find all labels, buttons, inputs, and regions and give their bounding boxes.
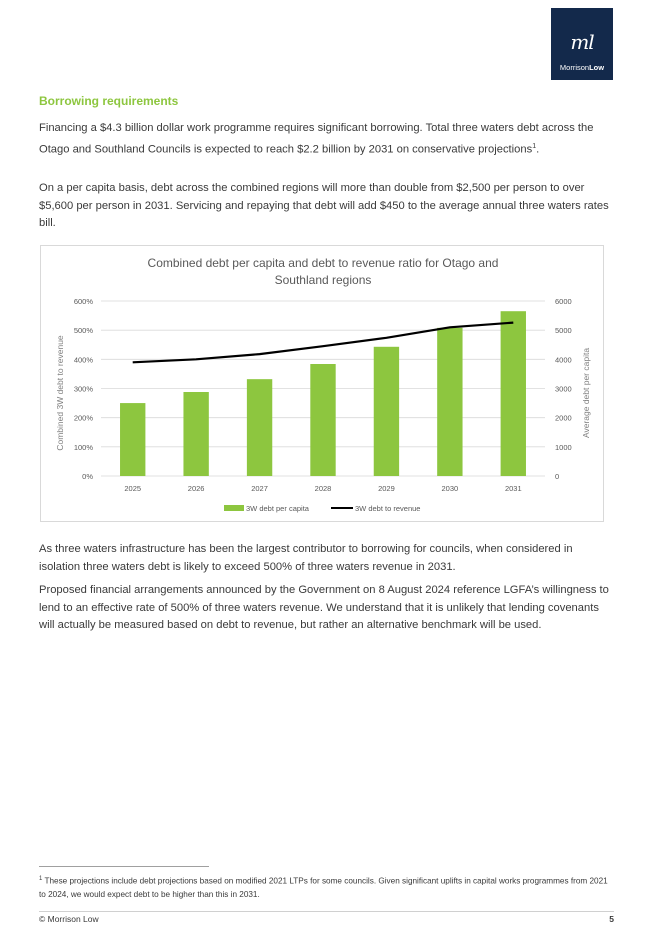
legend-label-line: 3W debt to revenue xyxy=(355,504,421,513)
paragraph-largest-contributor: As three waters infrastructure has been the largest contributor to borrowing for councils, when considered in isolation three waters debt is likely to exceed 500% of three waters revenue in 2031. xyxy=(39,543,573,573)
logo-text xyxy=(551,63,613,72)
bar xyxy=(310,364,335,476)
x-axis-ticks xyxy=(124,484,521,493)
bar xyxy=(183,392,208,476)
left-axis-title: Combined 3W debt to revenue xyxy=(55,335,65,451)
left-tick-label: 600% xyxy=(73,297,93,306)
right-axis-ticks xyxy=(555,297,572,481)
x-tick-label: 2027 xyxy=(251,484,268,493)
x-tick-label: 2031 xyxy=(504,484,522,493)
morrison-low-logo xyxy=(551,8,613,80)
legend xyxy=(224,504,420,513)
debt-chart xyxy=(41,246,603,521)
footnote-text: These projections include debt projections based on modified 2021 LTPs for some councils. Given significant uplifts in capital works programmes from 2021 to 2024, we would expect debt to be higher than this in 2031. xyxy=(39,876,608,899)
left-tick-label: 400% xyxy=(73,355,93,365)
bar-series xyxy=(120,311,526,476)
x-tick-label: 2025 xyxy=(124,484,142,493)
right-tick-label: 4000 xyxy=(555,355,572,365)
logo-text-part1: Morrison xyxy=(559,63,590,72)
bar xyxy=(247,379,272,476)
left-tick-label: 200% xyxy=(73,413,93,423)
right-tick-label: 3000 xyxy=(555,384,572,394)
x-tick-label: 2030 xyxy=(441,484,459,493)
chart-title-line2: Southland regions xyxy=(274,273,372,287)
left-tick-label: 300% xyxy=(73,384,93,394)
bar xyxy=(120,403,145,476)
paragraph-financial-arrangements: Proposed financial arrangements announced by the Government on 8 August 2024 reference LGFA’s willingness to lend to an effective rate of 500% of three waters revenue. We understand that it is unlikely that lending covenants will actually be measured based on debt to revenue, but rather an alternative benchmark will be used. xyxy=(39,584,609,631)
left-axis-ticks xyxy=(74,297,94,481)
right-tick-label: 2000 xyxy=(555,413,572,423)
paragraph-financing xyxy=(39,120,614,159)
logo-text-part2: Low xyxy=(589,63,605,72)
section-heading: Borrowing requirements xyxy=(39,94,179,108)
chart-container xyxy=(40,245,604,522)
x-tick-label: 2026 xyxy=(187,484,205,493)
chart-title-line1: Combined debt per capita and debt to revenue ratio for Otago and xyxy=(147,256,499,270)
right-tick-label: 6000 xyxy=(555,297,572,306)
left-tick-label: 0% xyxy=(82,472,93,481)
footnote xyxy=(39,873,614,901)
right-axis-title: Average debt per capita xyxy=(581,347,591,439)
footer-divider xyxy=(39,911,614,912)
right-tick-label: 0 xyxy=(555,472,560,481)
legend-label-bar: 3W debt per capita xyxy=(246,504,309,513)
bar xyxy=(437,328,462,476)
right-tick-label: 5000 xyxy=(555,326,572,336)
left-tick-label: 100% xyxy=(73,442,93,452)
paragraph-per-capita: On a per capita basis, debt across the combined regions will more than double from $2,500 per person to over $5,600 per person in 2031. Servicing and repaying that debt will add $450 to the average annual three waters rates bill. xyxy=(39,182,609,229)
right-tick-label: 1000 xyxy=(555,442,572,452)
paragraph-financing-text: Financing a $4.3 billion dollar work programme requires significant borrowing. Total three waters debt across the Otago and Southland Councils is expected to reach $2.2 billion by 2031 on conservative projections xyxy=(39,122,594,156)
page-number: 5 xyxy=(609,914,614,924)
bar xyxy=(501,311,526,476)
x-tick-label: 2028 xyxy=(314,484,332,493)
footnote-ref[interactable]: 1 xyxy=(532,142,537,150)
x-tick-label: 2029 xyxy=(378,484,395,493)
logo-mark: ml xyxy=(570,30,594,54)
footer-copyright: © Morrison Low xyxy=(39,914,99,924)
left-tick-label: 500% xyxy=(73,326,93,336)
legend-swatch-bar xyxy=(224,505,244,511)
footnote-number: 1 xyxy=(39,876,43,882)
footnote-divider xyxy=(39,866,209,867)
paragraph-financing-end: . xyxy=(536,143,540,156)
bar xyxy=(374,347,399,476)
